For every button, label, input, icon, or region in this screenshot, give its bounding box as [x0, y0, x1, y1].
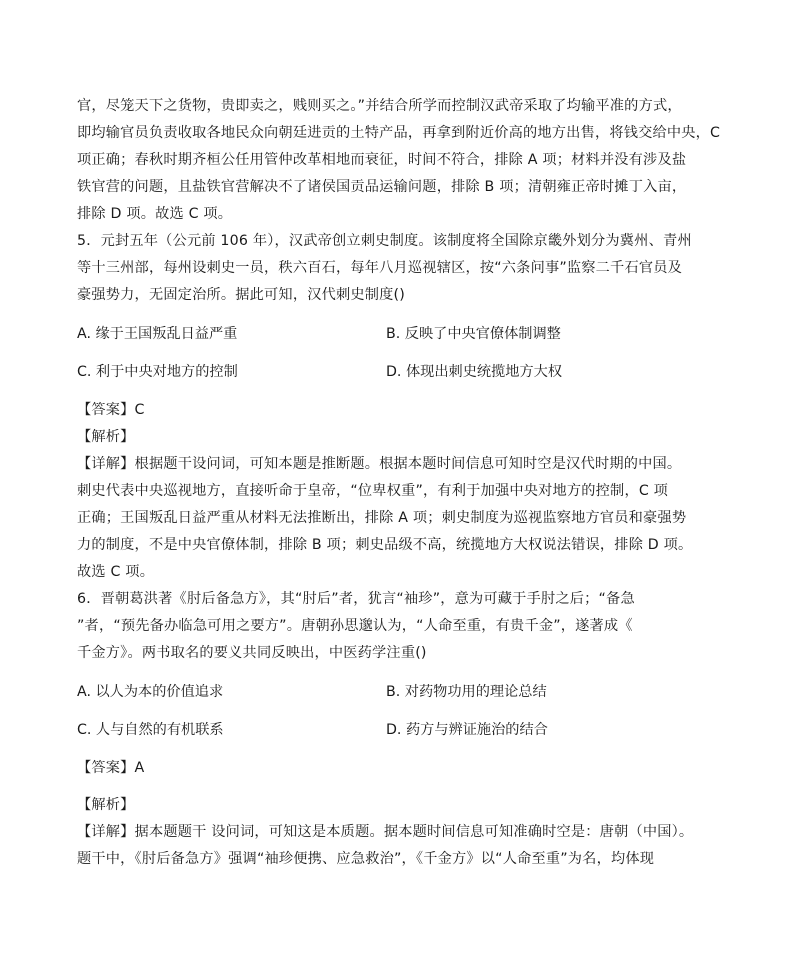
q5-stem-line-3: 豪强势力，无固定治所。据此可知，汉代刺史制度()	[77, 287, 405, 303]
prev-analysis-line-2: 即均输官员负责收取各地民众向朝廷进贡的土特产品，再拿到附近价高的地方出售，将钱交给中央，C	[77, 125, 721, 141]
q5-analysis-line-5: 故选 C 项。	[77, 564, 155, 580]
q6-option-a: A. 以人为本的价值追求	[77, 684, 224, 700]
q5-stem-line-2: 等十三州部，每州设刺史一员，秩六百石，每年八月巡视辖区，按“六条问事”监察二千石官员及	[77, 260, 682, 276]
q6-option-c: C. 人与自然的有机联系	[77, 722, 224, 738]
q5-option-c: C. 利于中央对地方的控制	[77, 364, 238, 380]
q5-analysis-line-2: 刺史代表中央巡视地方，直接听命于皇帝，“位卑权重”，有利于加强中央对地方的控制，C 项	[77, 483, 669, 499]
prev-analysis-line-3: 项正确；春秋时期齐桓公任用管仲改革相地而衰征，时间不符合，排除 A 项；材料并没有涉及盐	[77, 152, 687, 168]
q6-option-d: D. 药方与辨证施治的结合	[386, 722, 548, 738]
q5-option-a: A. 缘于王国叛乱日益严重	[77, 326, 238, 342]
q6-analysis-label: 【解析】	[77, 797, 135, 813]
q5-option-b: B. 反映了中央官僚体制调整	[386, 326, 561, 342]
prev-analysis-line-4: 铁官营的问题，且盐铁官营解决不了诸侯国贡品运输问题，排除 B 项；清朝雍正帝时摊丁入亩，	[77, 179, 687, 195]
prev-analysis-line-1: 官，尽笼天下之货物，贵即卖之，贱则买之。”并结合所学而控制汉武帝采取了均输平准的方式，	[77, 98, 682, 114]
q6-analysis-line-1: 【详解】据本题题干 设问词，可知这是本质题。据本题时间信息可知准确时空是：唐朝（中国）。	[77, 824, 694, 840]
q6-answer: 【答案】A	[77, 760, 145, 776]
q5-analysis-line-1: 【详解】根据题干设问词，可知本题是推断题。根据本题时间信息可知时空是汉代时期的中国。	[77, 456, 682, 472]
q6-analysis-line-2: 题干中，《肘后备急方》强调“袖珍便携、应急救治”，《千金方》以“人命至重”为名，均体现	[77, 851, 655, 867]
q6-option-b: B. 对药物功用的理论总结	[386, 684, 547, 700]
q5-answer: 【答案】C	[77, 402, 145, 418]
q6-stem-line-1: 6．晋朝葛洪著《肘后备急方》，其“肘后”者，犹言“袖珍”，意为可藏于手肘之后；“备急	[77, 591, 635, 607]
q5-option-d: D. 体现出刺史统揽地方大权	[386, 364, 563, 380]
q6-stem-line-3: 千金方》。两书取名的要义共同反映出，中医药学注重()	[77, 645, 427, 661]
q6-stem-line-2: ”者，“预先备办临急可用之要方”。唐朝孙思邈认为，“人命至重，有贵千金”，遂著成《	[77, 618, 633, 634]
q5-analysis-line-3: 正确；王国叛乱日益严重从材料无法推断出，排除 A 项；刺史制度为巡视监察地方官员和豪强势	[77, 510, 687, 526]
q5-analysis-label: 【解析】	[77, 429, 135, 445]
q5-stem-line-1: 5．元封五年（公元前 106 年），汉武帝创立刺史制度。该制度将全国除京畿外划分为冀州、青州	[77, 233, 692, 249]
q5-analysis-line-4: 力的制度，不是中央官僚体制，排除 B 项；刺史品级不高，统揽地方大权说法错误，排除 D 项。	[77, 537, 693, 553]
prev-analysis-line-5: 排除 D 项。故选 C 项。	[77, 206, 233, 222]
